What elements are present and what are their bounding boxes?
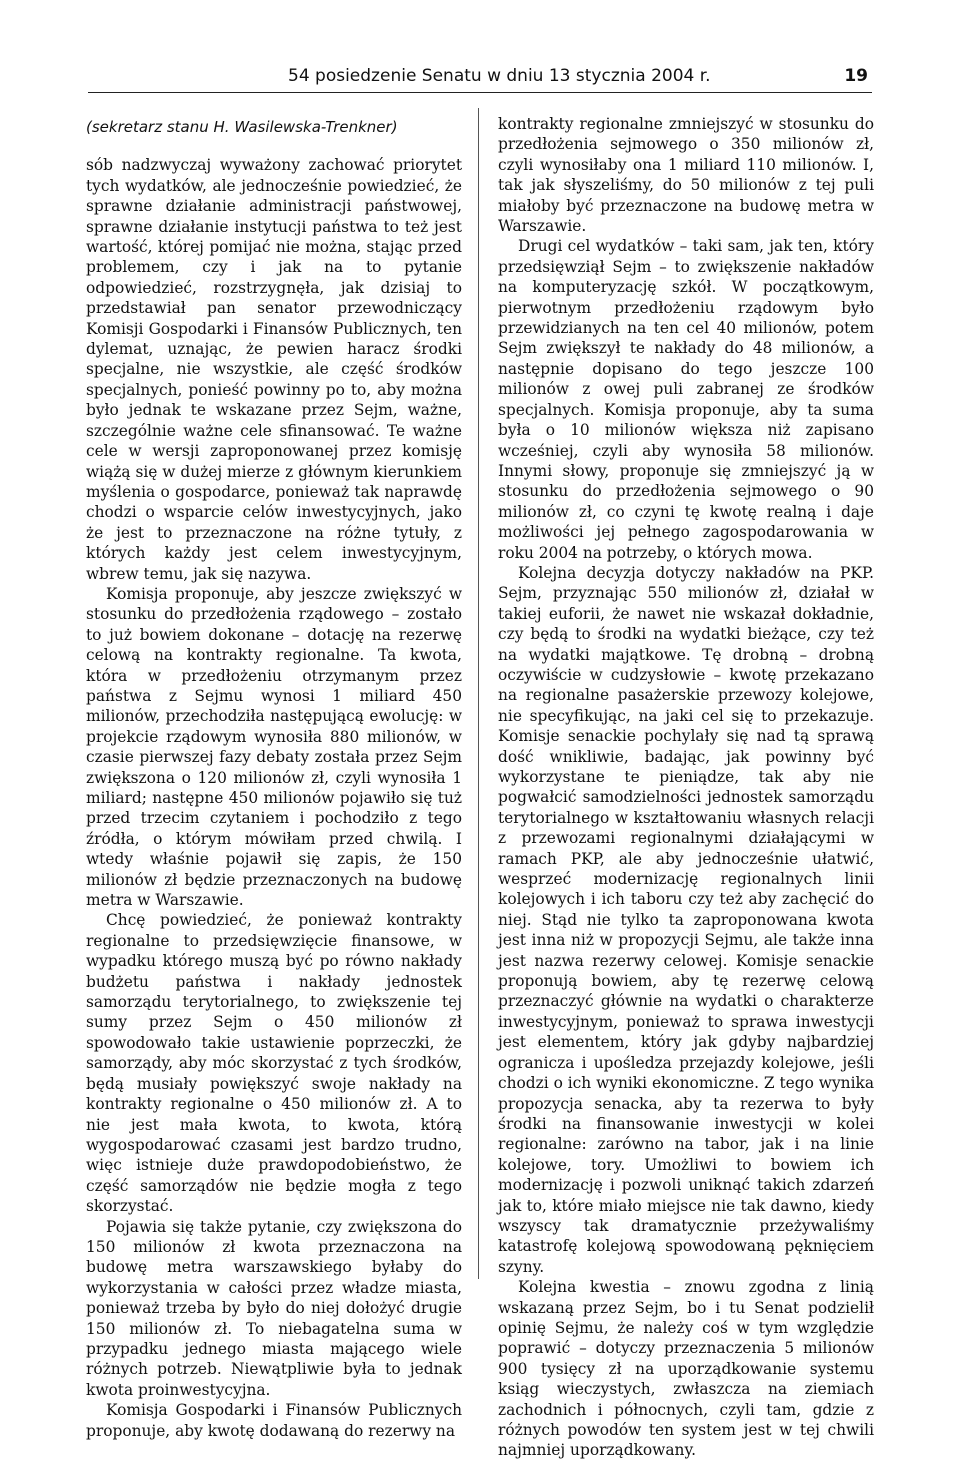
paragraph: sób nadzwyczaj wyważony zachować priorytet tych wydatków, ale jednocześnie powiedzieć, że sprawne działanie administracji państwowej, sprawne działanie instytucji państwa to też jest wartość, której pomijać nie można, stając przed problemem, czy i jak na to pytanie odpowiedzieć, rozstrzygnęła, jak dzisiaj to przedstawiał pan senator przewodniczący Komisji Gospodarki i Finansów Publicznych, ten dylemat, uznając, że pewien haracz środki specjalne, nie wszystkie, ale część środków specjalnych, ponieść powinny po to, aby można było jednak te wskazane przez Sejm, ważne, szczególnie ważne cele sfinansować. Te ważne cele w wersji zaproponowanej przez komisję wiążą się w dużej mierze z głównym kierunkiem myślenia o gospodarce, ponieważ tak naprawdę chodzi o wsparcie celów inwestycyjnych, jako że jest to przeznaczone na różne tytuły, z których każdy jest celem inwestycyjnym, wbrew temu, jak się nazywa. (86, 156, 462, 583)
page-number: 19 (844, 66, 868, 86)
paragraph: Komisja Gospodarki i Finansów Publicznych proponuje, aby kwotę dodawaną do rezerwy na (86, 1401, 462, 1440)
right-column (498, 114, 874, 1460)
paragraph: Komisja proponuje, aby jeszcze zwiększyć w stosunku do przedłożenia rządowego – zostało to już bowiem dokonane – dotację na rezerwę celową na kontrakty regionalne. Ta kwota, która w przedłożeniu otrzymanym przez państwa z Sejmu wynosi 1 miliard 450 milionów, przechodziła następującą ewolucję: w projekcie rządowym wynosiła 880 milionów, w czasie pierwszej fazy debaty została przez Sejm zwiększona o 120 milionów zł, czyli wynosiła 1 miliard; następne 450 milionów pojawiło się tuż przed trzecim czytaniem i pochodziło z tego źródła, o którym mówiłam przed chwilą. I wtedy właśnie pojawił się zapis, że 150 milionów zł będzie przeznaczonych na budowę metra w Warszawie. (86, 584, 462, 910)
left-column (86, 114, 462, 1440)
paragraph: Pojawia się także pytanie, czy zwiększona do 150 milionów zł kwota przeznaczona na budowę metra warszawskiego byłaby do wykorzystania w całości przez władze miasta, ponieważ trzeba by było do niej dołożyć drugie 150 milionów zł. To niebagatelna suma w przypadku jednego miasta mającego wiele różnych potrzeb. Niewątpliwie była to jednak kwota proinwestycyjna. (86, 1217, 462, 1399)
paragraph: Kolejna kwestia – znowu zgodna z linią wskazaną przez Sejm, bo i tu Senat podzielił opinię Sejmu, że należy coś w tym względzie poprawić – dotyczy przeznaczenia 5 milionów 900 tysięcy zł na uporządkowanie systemu ksiąg wieczystych, zwłaszcza na ziemiach zachodnich i północnych, czyli tam, gdzie z różnych powodów ten system jest w tej chwili najmniej uporządkowany. (498, 1278, 874, 1460)
paragraph: Chcę powiedzieć, że ponieważ kontrakty regionalne to przedsięwzięcie finansowe, w wypadku którego muszą być po równo nakłady budżetu państwa i nakłady jednostek samorządu terytorialnego, to zwiększenie tej sumy przez Sejm o 450 milionów zł spowodowało takie ustawienie poprzeczki, że samorządy, aby móc skorzystać z tych środków, będą musiały powiększyć swoje nakłady na kontrakty regionalne o 450 milionów zł. A to nie jest mała kwota, to kwota, którą wygospodarować czasami jest bardzo trudno, więc istnieje duże prawdopodobieństwo, że część samorządów nie będzie mogła z tego skorzystać. (86, 911, 462, 1216)
paragraph: Kolejna decyzja dotyczy nakładów na PKP. Sejm, przyznając 550 milionów zł, działał w takiej euforii, że nawet nie wskazał dokładnie, czy będą to środki na wydatki bieżące, czy też na wydatki majątkowe. Tę drobną – drobną oczywiście w cudzysłowie – kwotę przekazano na regionalne pasażerskie przewozy kolejowe, nie specyfikując, na jaki cel się to przekazuje. Komisje senackie pochylały się nad tą sprawą dość wnikliwie, badając, jak powinny być wykorzystane te pieniądze, tak aby nie pogwałcić samodzielności jednostek samorządu terytorialnego w kształtowaniu własnych relacji z przewozami regionalnymi działającymi w ramach PKP, ale aby jednocześnie ułatwić, wesprzeć modernizację regionalnych linii kolejowych i ich taboru czy też aby zachęcić do niej. Stąd nie tylko ta zaproponowana kwota jest inna niż w propozycji Sejmu, ale także inna jest nazwa rezerwy celowej. Komisje senackie proponują bowiem, aby tę rezerwę celową przeznaczyć głównie na wydatki o charakterze inwestycyjnym, ponieważ to sprawa inwestycji jest elementem, który jak gdyby najbardziej ogranicza i upośledza przejazdy kolejowe, jeśli chodzi o ich wyniki ekonomiczne. Z tego wynika propozycja senacka, aby ta rezerwa to były środki na finansowanie inwestycji w kolei regionalne: zarówno na tabor, jak i na linie kolejowe, tory. Umożliwi to bowiem ich modernizację i pozwoli uniknąć takich zdarzeń jak to, które miało miejsce nie tak dawno, kiedy wszyscy tak dramatycznie przeżywaliśmy katastrofę kolejową spowodowaną pęknięciem szyny. (498, 563, 874, 1276)
paragraph: Drugi cel wydatków – taki sam, jak ten, który przedsięwziął Sejm – to zwiększenie nakładów na komputeryzację szkół. W początkowym, pierwotnym przedłożeniu rządowym było przewidzianych na ten cel 40 milionów, potem Sejm zwiększył te nakłady do 48 milionów, a następnie dopisano do tego jeszcze 100 milionów z owej puli zabranej ze środków specjalnych. Komisja proponuje, aby ta suma była o 10 milionów większa niż zapisano wcześniej, czyli aby wynosiła 58 milionów. Innymi słowy, proponuje się zmniejszyć ją w stosunku do przedłożenia sejmowego o 90 milionów zł, co czyni tę kwotę realną i daje możliwości jej pełnego zagospodarowania w roku 2004 na potrzeby, o których mowa. (498, 237, 874, 562)
speaker-label: (sekretarz stanu H. Wasilewska-Trenkner) (86, 118, 398, 136)
page-header (88, 62, 872, 93)
running-title: 54 posiedzenie Senatu w dniu 13 stycznia 2004 r. (288, 66, 711, 86)
paragraph: kontrakty regionalne zmniejszyć w stosunku do przedłożenia sejmowego o 350 milionów zł, czyli wynosiłaby ona 1 miliard 110 milionów. I, tak jak słyszeliśmy, do 50 milionów z tej puli miałoby być przeznaczone na budowę metra w Warszawie. (498, 115, 874, 236)
column-divider (478, 108, 479, 1279)
